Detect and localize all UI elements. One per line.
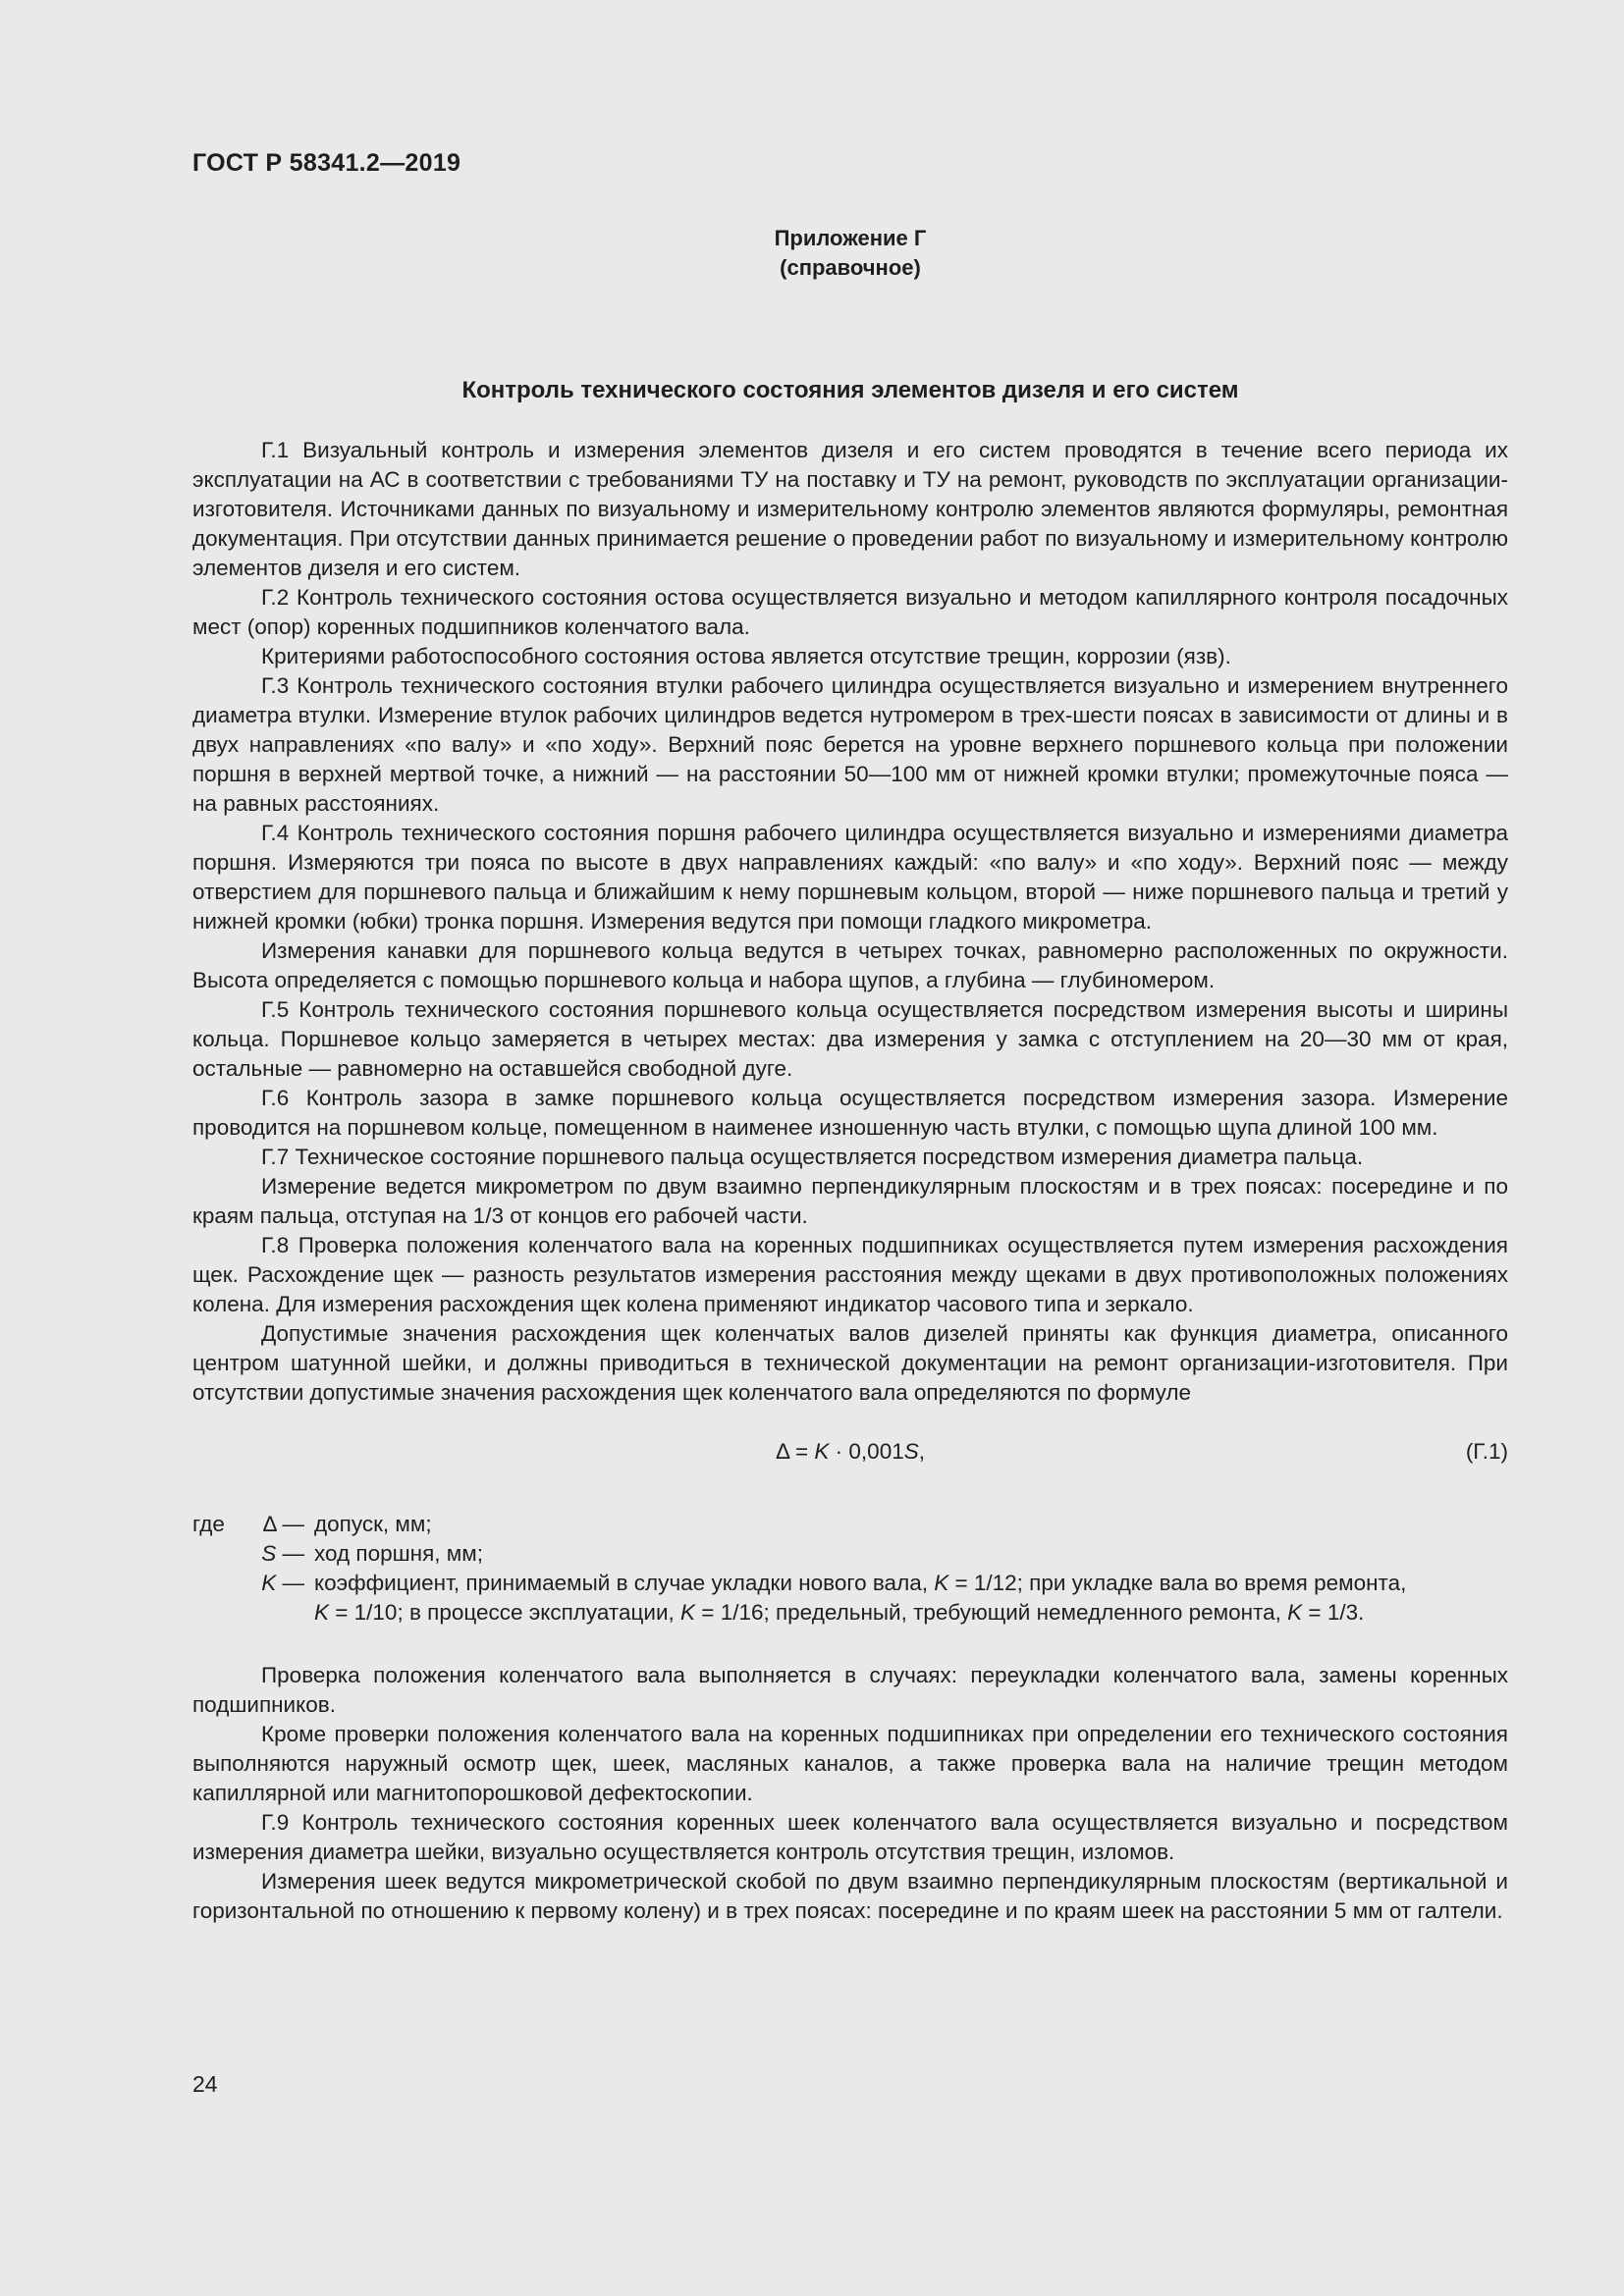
paragraph: Г.4 Контроль технического состояния поршня рабочего цилиндра осуществляется визуально и измерениями диаметра поршня. Измеряются три пояса по высоте в двух направлениях каждый: «по валу» и «по ходу». Верхний пояс — между отверстием для поршневого пальца и ближайшим к нему поршневым кольцом, второй — ниже поршневого пальца и третий у нижней кромки (юбки) тронка поршня. Измерения ведутся при помощи гладкого микрометра. — [192, 821, 1508, 934]
formula-expression — [776, 1439, 925, 1464]
appendix-title: Приложение Г — [774, 226, 927, 250]
legend-def-k: коэффициент, принимаемый в случае укладки нового вала, K = 1/12; при укладке вала во время ремонта, K = 1/10; в процессе эксплуатации, K = 1/16; предельный, требующий немедленного ремонта, K = 1/3. — [314, 1571, 1407, 1625]
paragraph: Измерение ведется микрометром по двум взаимно перпендикулярным плоскостям и в трех поясах: посередине и по краям пальца, отступая на 1/3 от концов его рабочей части. — [192, 1174, 1508, 1228]
paragraph: Г.5 Контроль технического состояния поршневого кольца осуществляется посредством измерения высоты и ширины кольца. Поршневое кольцо замеряется в четырех местах: два измерения у замка с отступлением на 20—30 мм от края, остальные — равномерно на оставшейся свободной дуге. — [192, 997, 1508, 1081]
paragraph: Г.2 Контроль технического состояния остова осуществляется визуально и методом капиллярного контроля посадочных мест (опор) коренных подшипников коленчатого вала. — [192, 585, 1508, 639]
paragraph: Г.7 Техническое состояние поршневого пальца осуществляется посредством измерения диаметра пальца. — [261, 1145, 1364, 1169]
legend-def-delta: допуск, мм; — [314, 1512, 432, 1536]
legend-row-k — [192, 1569, 1508, 1628]
formula-legend — [192, 1510, 1508, 1628]
formula-end: , — [918, 1439, 926, 1464]
appendix-heading — [192, 224, 1508, 283]
paragraph: Измерения шеек ведутся микрометрической скобой по двум взаимно перпендикулярным плоскостям (вертикальной и горизонтальной по отношению к первому колену) и в трех поясах: посередине и по краям шеек на расстоянии 5 мм от галтели. — [192, 1869, 1508, 1923]
paragraph: Кроме проверки положения коленчатого вала на коренных подшипниках при определении его технического состояния выполняются наружный осмотр щек, шеек, масляных каналов, а также проверка вала на наличие трещин методом капиллярной или магнитопорошковой дефектоскопии. — [192, 1722, 1508, 1805]
legend-symbol-delta: Δ — — [262, 1512, 304, 1536]
section-title: Контроль технического состояния элементов дизеля и его систем — [461, 377, 1239, 403]
legend-row-delta — [192, 1510, 1508, 1539]
paragraph: Измерения канавки для поршневого кольца ведутся в четырех точках, равномерно расположенных по окружности. Высота определяется с помощью поршневого кольца и набора щупов, а глубина — глубиномером. — [192, 938, 1508, 992]
formula-k: K — [814, 1439, 830, 1464]
legend-def-s: ход поршня, мм; — [314, 1541, 483, 1566]
legend-symbol-s: S — — [261, 1541, 304, 1566]
formula-mid: · 0,001 — [829, 1439, 904, 1464]
appendix-subtitle: (справочное) — [780, 255, 921, 280]
paragraph: Г.3 Контроль технического состояния втулки рабочего цилиндра осуществляется визуально и измерением внутреннего диаметра втулки. Измерение втулок рабочих цилиндров ведется нутромером в трех-шести поясах в зависимости от длины и в двух направлениях «по валу» и «по ходу». Верхний пояс берется на уровне верхнего поршневого кольца при положении поршня в верхней мертвой точке, а нижний — на расстоянии 50—100 мм от нижней кромки втулки; промежуточные пояса — на равных расстояниях. — [192, 673, 1508, 816]
formula-lhs: Δ = — [775, 1439, 815, 1464]
formula-s: S — [903, 1439, 919, 1464]
document-code: ГОСТ Р 58341.2—2019 — [192, 149, 461, 177]
legend-symbol-k: K — — [261, 1571, 304, 1595]
legend-row-s — [192, 1539, 1508, 1569]
paragraph: Г.8 Проверка положения коленчатого вала на коренных подшипниках осуществляется путем измерения расхождения щек. Расхождение щек — разность результатов измерения расстояния между щеками в двух противоположных положениях колена. Для измерения расхождения щек колена применяют индикатор часового типа и зеркало. — [192, 1233, 1508, 1316]
paragraph: Г.6 Контроль зазора в замке поршневого кольца осуществляется посредством измерения зазора. Измерение проводится на поршневом кольце, помещенном в наименее изношенную часть втулки, с помощью щупа длиной 100 мм. — [192, 1086, 1508, 1140]
paragraph: Г.9 Контроль технического состояния коренных шеек коленчатого вала осуществляется визуально и посредством измерения диаметра шейки, визуально осуществляется контроль отсутствия трещин, изломов. — [192, 1810, 1508, 1864]
body-text — [192, 436, 1508, 1926]
formula-number: (Г.1) — [1465, 1439, 1508, 1464]
paragraph: Критериями работоспособного состояния остова является отсутствие трещин, коррозии (язв). — [261, 644, 1231, 668]
formula — [192, 1437, 1508, 1467]
paragraph: Проверка положения коленчатого вала выполняется в случаях: переукладки коленчатого вала, замены коренных подшипников. — [192, 1663, 1508, 1717]
page-number: 24 — [192, 2071, 218, 2097]
document-page — [192, 0, 1508, 2296]
paragraph: Допустимые значения расхождения щек коленчатых валов дизелей приняты как функция диаметра, описанного центром шатунной шейки, и должны приводиться в технической документации на ремонт организации-изготовителя. При отсутствии допустимые значения расхождения щек коленчатого вала определяются по формуле — [192, 1321, 1508, 1405]
legend-label: где — [192, 1512, 225, 1536]
paragraph: Г.1 Визуальный контроль и измерения элементов дизеля и его систем проводятся в течение всего периода их эксплуатации на АС в соответствии с требованиями ТУ на поставку и ТУ на ремонт, руководств по эксплуатации организации-изготовителя. Источниками данных по визуальному и измерительному контролю элементов являются формуляры, ремонтная документация. При отсутствии данных принимается решение о проведении работ по визуальному и измерительному контролю элементов дизеля и его систем. — [192, 438, 1508, 580]
